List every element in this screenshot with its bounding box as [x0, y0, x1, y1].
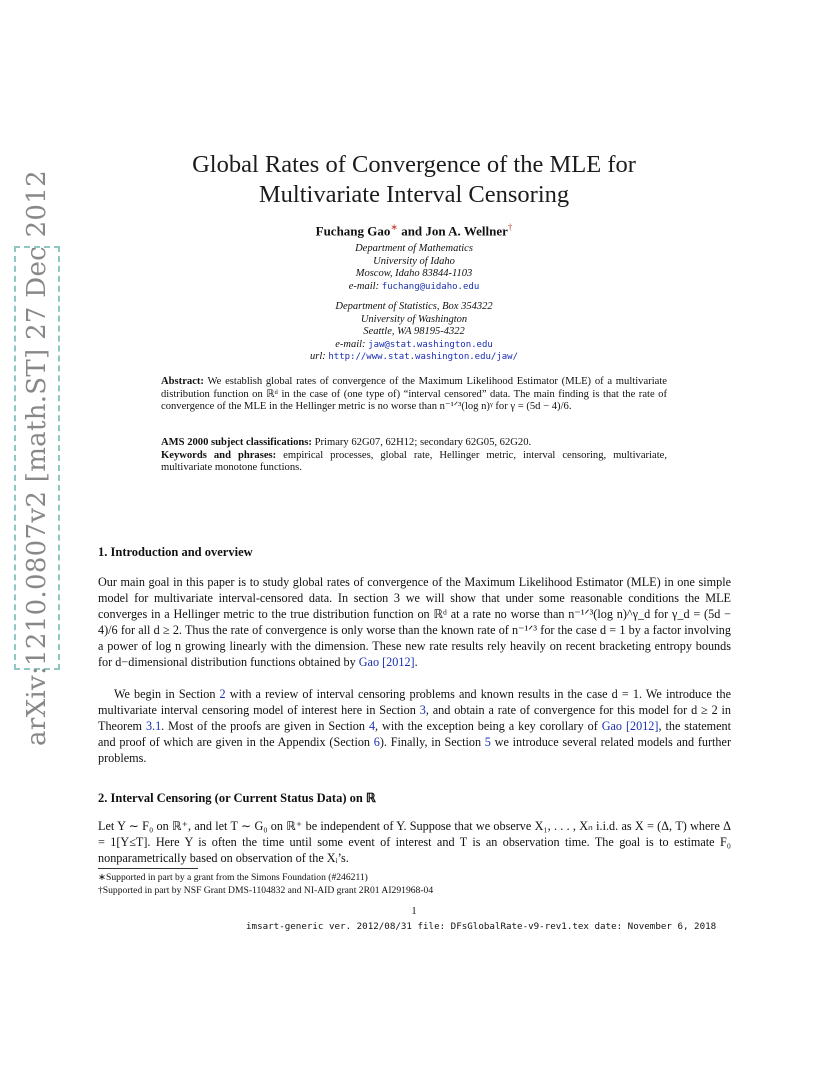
abstract: [161, 376, 667, 414]
text: , and obtain a rate of convergence for this model for d ≥ 2 in Theorem: [98, 702, 732, 733]
arxiv-stamp: [14, 170, 60, 746]
page-number: 1: [411, 906, 417, 917]
keywords-label: Keywords and phrases:: [161, 449, 277, 461]
author-1-mark: ∗: [390, 222, 398, 232]
ams-label: AMS 2000 subject classifications:: [161, 437, 312, 448]
text: , with the exception being a key corollary of: [375, 718, 602, 733]
footnote-1: ∗Supported in part by a grant from the Simons Foundation (#246211): [98, 872, 368, 883]
aff2-email-link[interactable]: jaw@stat.washington.edu: [368, 339, 493, 350]
affiliation-2: [230, 301, 598, 364]
paper-title: [130, 150, 698, 210]
aff2-address: Seattle, WA 98195-4322: [363, 326, 465, 338]
aff2-email-line: [230, 339, 598, 352]
abstract-text: We establish global rates of convergence of the Maximum Likelihood Estimator (MLE) of a multivariate distribution function on ℝᵈ in the case of (one type of) “interval censored” data. The main finding is that the rate of convergence of the MLE in the Hellinger metric is no worse than n⁻¹ᐟ³(log n)ᵞ for γ = (5d − 4)/6.: [161, 376, 667, 413]
theorem-link[interactable]: 3.1: [145, 718, 162, 733]
classification-block: [161, 437, 667, 475]
aff2-url-link[interactable]: http://www.stat.washington.edu/jaw/: [328, 352, 519, 363]
aff1-dept: Department of Mathematics: [355, 243, 473, 254]
aff2-url-label: url:: [309, 351, 329, 363]
title-line-1: Global Rates of Convergence of the MLE for: [192, 151, 636, 178]
section-1-heading: 1. Introduction and overview: [98, 545, 253, 559]
document-footer: imsart-generic ver. 2012/08/31 file: DFsGlobalRate-v9-rev1.tex date: November 6, 2018: [246, 921, 717, 932]
aff2-univ: University of Washington: [360, 313, 468, 325]
authors: [130, 222, 698, 239]
aff1-address: Moscow, Idaho 83844-1103: [355, 268, 473, 280]
sec1-p1-text: Our main goal in this paper is to study global rates of convergence of the Maximum Likelihood Estimator (MLE) in one simple model for multivariate interval-censored data. In section 3 we will show that under some reasonable conditions the MLE converges in a Hellinger metric to the true distribution function on ℝᵈ at a rate no worse than n⁻¹ᐟ³(log n)^γ_d for γ_d = (5d − 4)/6 for all d ≥ 2. Thus the rate of convergence is only worse than the known rate of n⁻¹ᐟ³ for the case d = 1 by a factor involving a power of log n growing linearly with the dimension. These new rate results rely heavily on recent bracketing entropy bounds for d−dimensional distribution functions obtained by: [98, 575, 731, 669]
text: , the statement and proof of which are given in the Appendix (Section: [98, 718, 731, 749]
sec1-p1-end: .: [414, 654, 418, 669]
abstract-label: Abstract:: [161, 376, 204, 387]
author-and: and: [397, 223, 426, 239]
citation-link[interactable]: Gao [2012]: [601, 718, 659, 733]
section-2-paragraph-1: Let Y ∼ F₀ on ℝ⁺, and let T ∼ G₀ on ℝ⁺ be independent of Y. Suppose that we observe X₁, . . . , Xₙ i.i.d. as X = (Δ, T) where Δ = 1[Y≤T]. Here Y is often the time until some event of interest and T is an observation time. The goal is to estimate F₀ nonparametrically based on observation of the Xᵢ’s.: [98, 819, 731, 865]
aff2-dept: Department of Statistics, Box 354322: [335, 301, 493, 312]
footnote-2: †Supported in part by NSF Grant DMS-1104832 and NI-AID grant 2R01 AI291968-04: [98, 885, 434, 896]
section-1-paragraph-1: [98, 575, 731, 670]
author-2: Jon A. Wellner: [425, 223, 508, 239]
aff2-email-label: e-mail:: [335, 338, 369, 350]
section-link[interactable]: 4: [368, 718, 376, 733]
text: We begin in Section: [114, 687, 220, 701]
affiliation-1: [230, 243, 598, 293]
text: we introduce several related models and further problems.: [98, 734, 731, 765]
aff1-univ: University of Idaho: [373, 255, 455, 267]
aff2-url-line: [230, 351, 598, 364]
keywords-line: [161, 450, 667, 475]
section-link[interactable]: 3: [419, 702, 426, 717]
keywords-text: empirical processes, global rate, Hellinger metric, interval censoring, multivariate, multivariate monotone functions.: [161, 449, 667, 474]
text: . Most of the proofs are given in Section: [161, 718, 369, 733]
author-2-mark: †: [507, 222, 513, 232]
section-link[interactable]: 6: [373, 734, 380, 749]
citation-link[interactable]: Gao [2012]: [358, 654, 415, 669]
text: ). Finally, in Section: [379, 734, 485, 749]
section-link[interactable]: 5: [484, 734, 491, 749]
title-line-2: Multivariate Interval Censoring: [258, 181, 570, 208]
footnote-rule: [98, 868, 198, 869]
ams-line: [161, 437, 667, 450]
text: with a review of interval censoring problems and known results in the case d = 1. We introduce the multivariate interval censoring model of interest here in Section: [98, 687, 731, 717]
arxiv-stamp-text: arXiv:1210.0807v2 [math.ST] 27 Dec 2012: [22, 170, 52, 746]
section-link[interactable]: 2: [219, 687, 226, 701]
aff1-email-line: [230, 281, 598, 294]
aff1-email-label: e-mail:: [348, 280, 382, 292]
section-2-heading: 2. Interval Censoring (or Current Status Data) on ℝ: [98, 791, 376, 805]
aff1-email-link[interactable]: fuchang@uidaho.edu: [381, 281, 480, 292]
section-1-paragraph-2: [98, 687, 731, 767]
ams-text: Primary 62G07, 62H12; secondary 62G05, 62G20.: [311, 437, 532, 448]
author-1: Fuchang Gao: [315, 223, 391, 239]
